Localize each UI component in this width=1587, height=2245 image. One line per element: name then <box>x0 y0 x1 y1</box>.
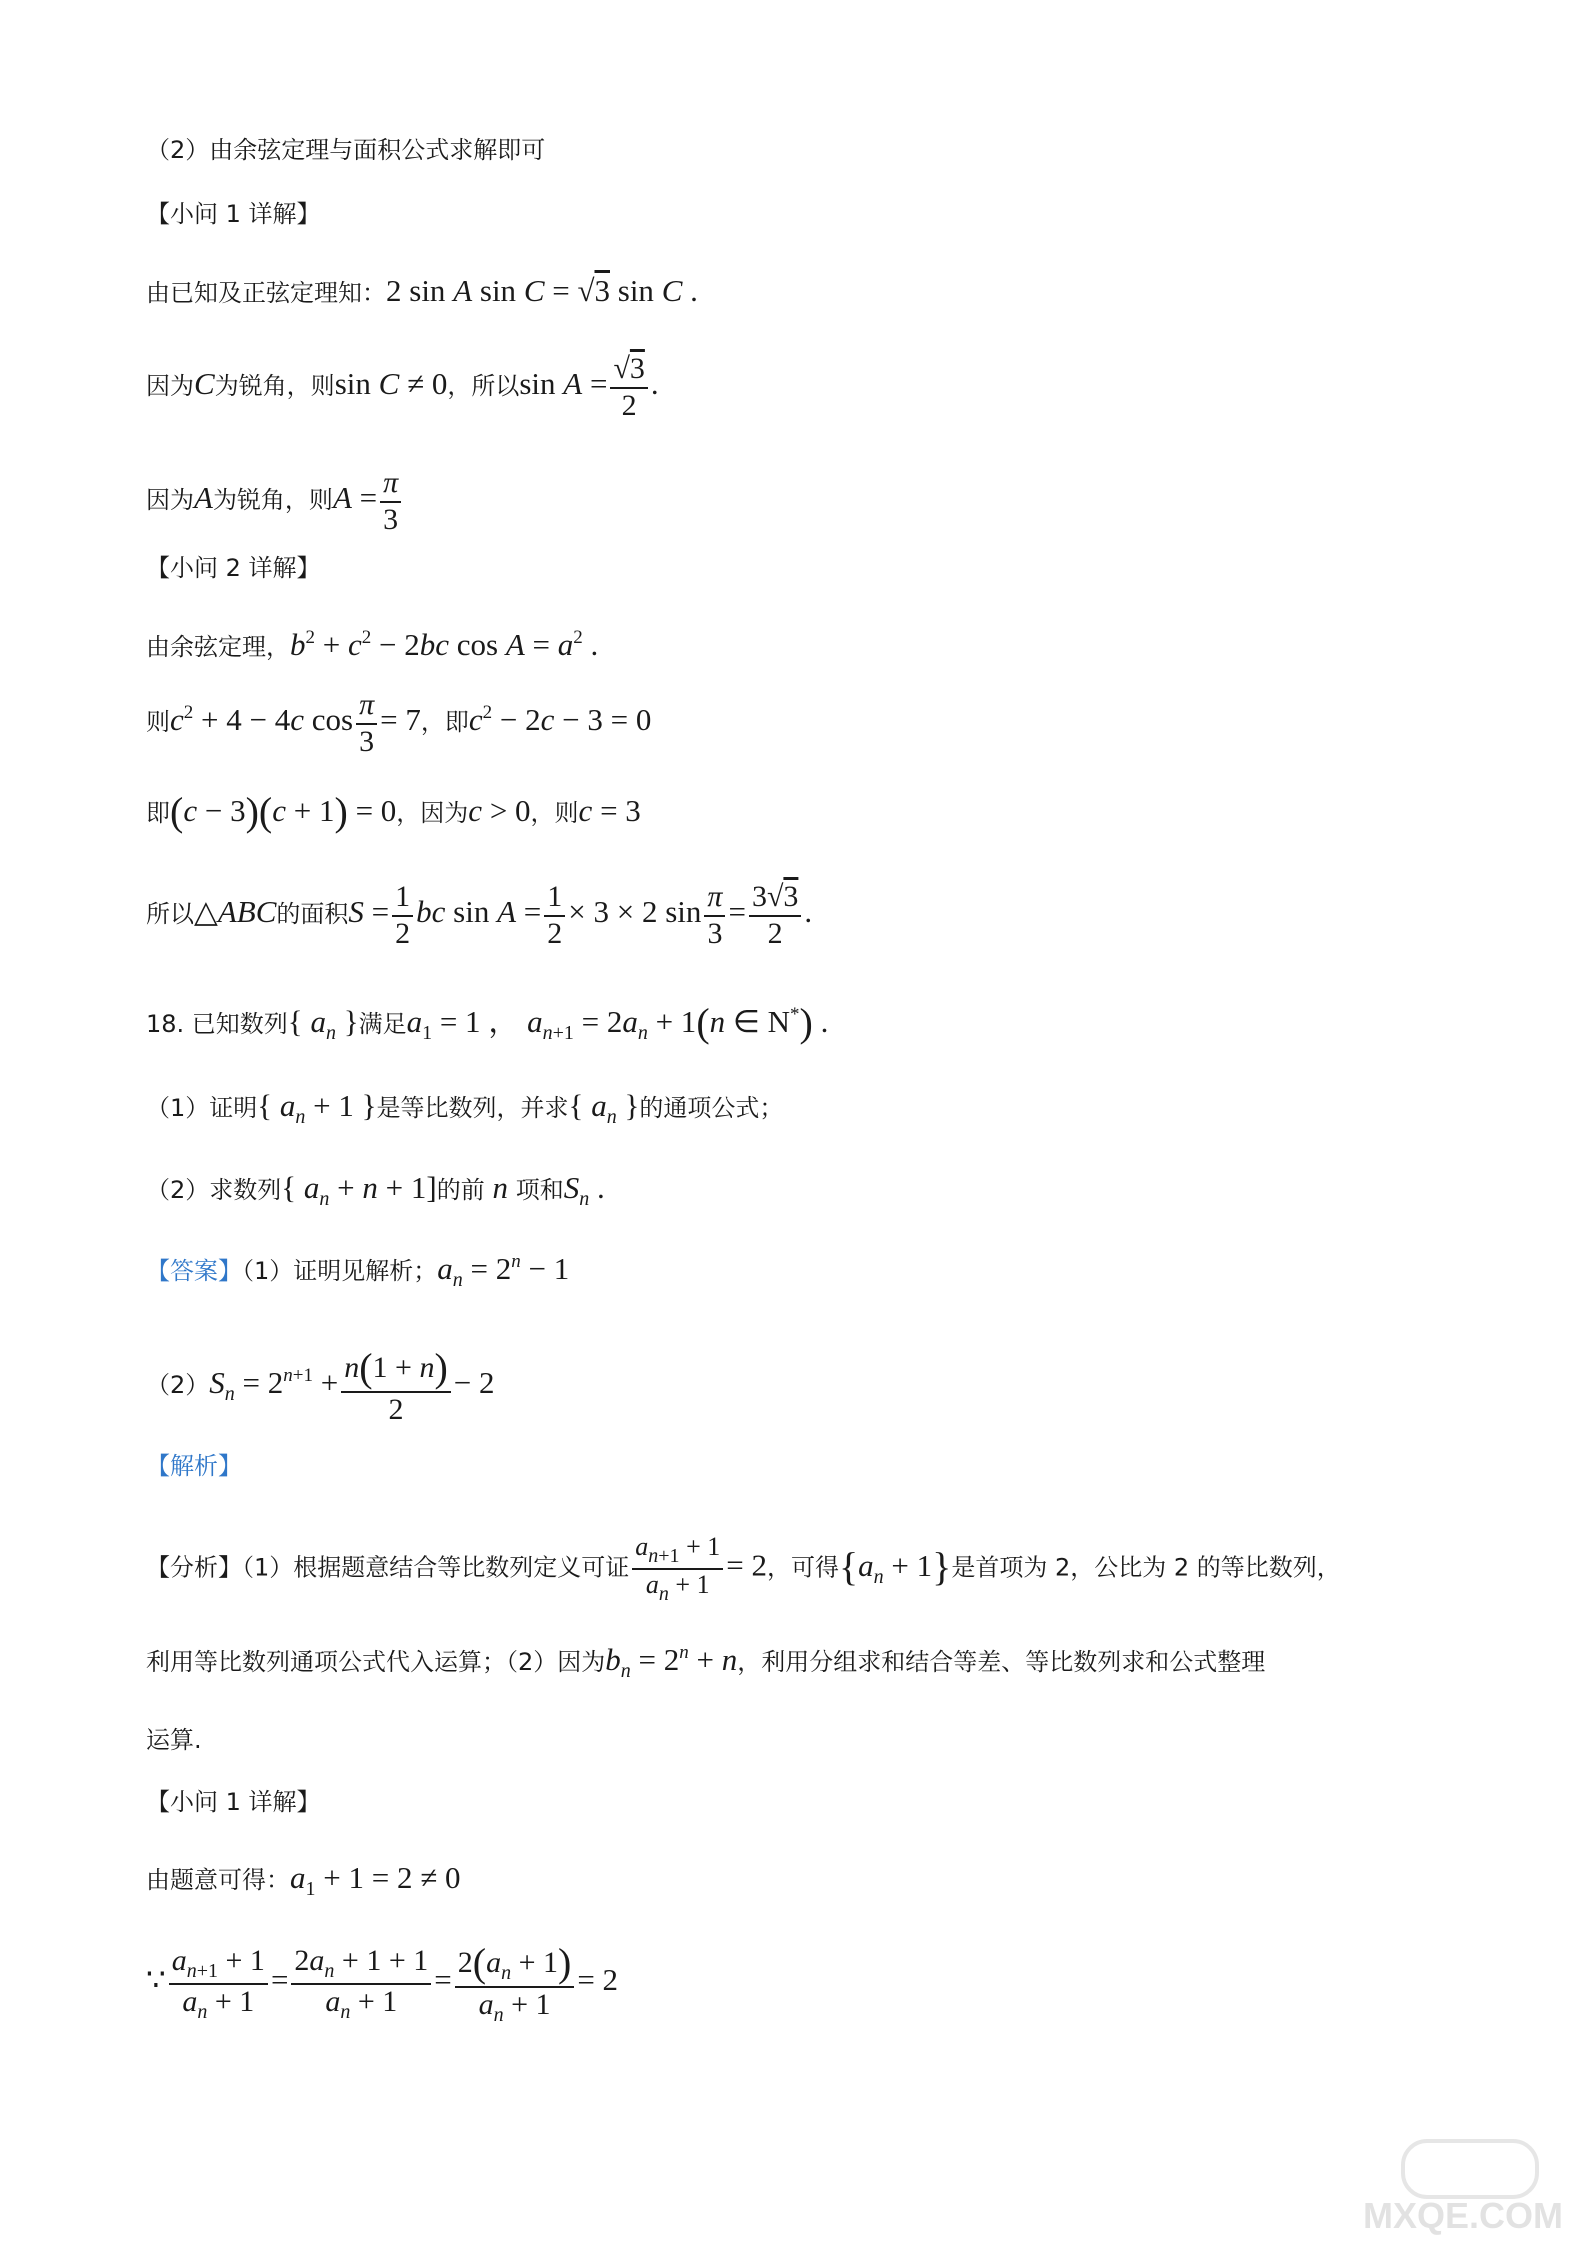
problem-18-part1: （1）证明{ $a_n + 1$ }是等比数列，并求{ $a_n$ }的通项公式； <box>146 1088 784 1128</box>
analysis-line-1: 【分析】（1）根据题意结合等比数列定义可证 $\frac{a_{n+1} + 1}{a_n + 1}$ = 2，可得$\{a_n + 1\}$是首项为 2，公比为 2 的等比数列， <box>146 1532 1341 1605</box>
line-area: 所以△ABC的面积S = $\frac{1}{2}$ bc sin A = $\frac{1}{2}$ × 3 × 2 sin $\frac{\pi}{3}$ = $\frac{3√3}{2}$ . <box>146 880 813 950</box>
line-c-equation: 则$c^2 + 4 - 4c$ cos $\frac{\pi}{3}$ = 7，即$c^2 - 2c - 3 = 0$ <box>146 688 652 758</box>
line-method-2: （2）由余弦定理与面积公式求解即可 <box>146 136 546 164</box>
watermark <box>1362 2139 1569 2237</box>
heading-subq1-detail-2: 【小问 1 详解】 <box>146 1788 321 1816</box>
line-A-value: 因为A为锐角，则A = $\frac{\pi}{3}$ <box>146 466 404 537</box>
watermark-text: MXQE.COM <box>1362 2195 1563 2236</box>
problem-18-statement: 18. 已知数列{ $a_n$ }满足$a_1 = 1$ ， $a_{n+1} = 2a_n + 1(n$ ∈ N*) . <box>146 1000 829 1045</box>
line-cosine-law: 由余弦定理，$b^2 + c^2 - 2bc$ $\cos A = a^2$ . <box>146 627 599 662</box>
analysis-line-2: 利用等比数列通项公式代入运算；（2）因为$b_n = 2^n + n$，利用分组求和结合等差、等比数列求和公式整理 <box>146 1642 1266 1682</box>
heading-subq1-detail: 【小问 1 详解】 <box>146 200 321 228</box>
line-sine-law: 由已知及正弦定理知：2 sin A sin C = √3 sin C . <box>146 273 698 308</box>
analysis-line-3: 运算. <box>146 1726 202 1754</box>
watermark-logo-icon <box>1401 2139 1539 2199</box>
line-a1-plus-1: 由题意可得：$a_1 + 1 = 2 \ne 0$ <box>146 1860 461 1900</box>
heading-subq2-detail: 【小问 2 详解】 <box>146 554 321 582</box>
answer-line-1: 【答案】（1）证明见解析；$a_n = 2^n - 1$ <box>146 1251 570 1291</box>
heading-analysis: 【解析】 <box>146 1452 242 1480</box>
line-ratio-derivation: ∵ $\frac{a_{n+1} + 1}{a_n + 1}$ = $\frac{2a_n + 1 + 1}{a_n + 1}$ = $\frac{2(a_n + 1)}{a_n + 1}$ = 2 <box>146 1940 619 2026</box>
line-c-solution: 即(c − 3)(c + 1) = 0，因为c > 0，则c = 3 <box>146 789 641 834</box>
answer-line-2: $(2)S_n = 2^{n+1}$ + $\frac{n(1 + n)}{2}$ − 2 <box>146 1345 495 1426</box>
problem-18-part2: （2）求数列{ $a_n + n + 1$]的前 n 项和$S_n$ . <box>146 1170 605 1210</box>
line-sinA: 因为C为锐角，则sin C ≠ 0，所以sin A = $\frac{√3}{2}$ . <box>146 352 659 422</box>
